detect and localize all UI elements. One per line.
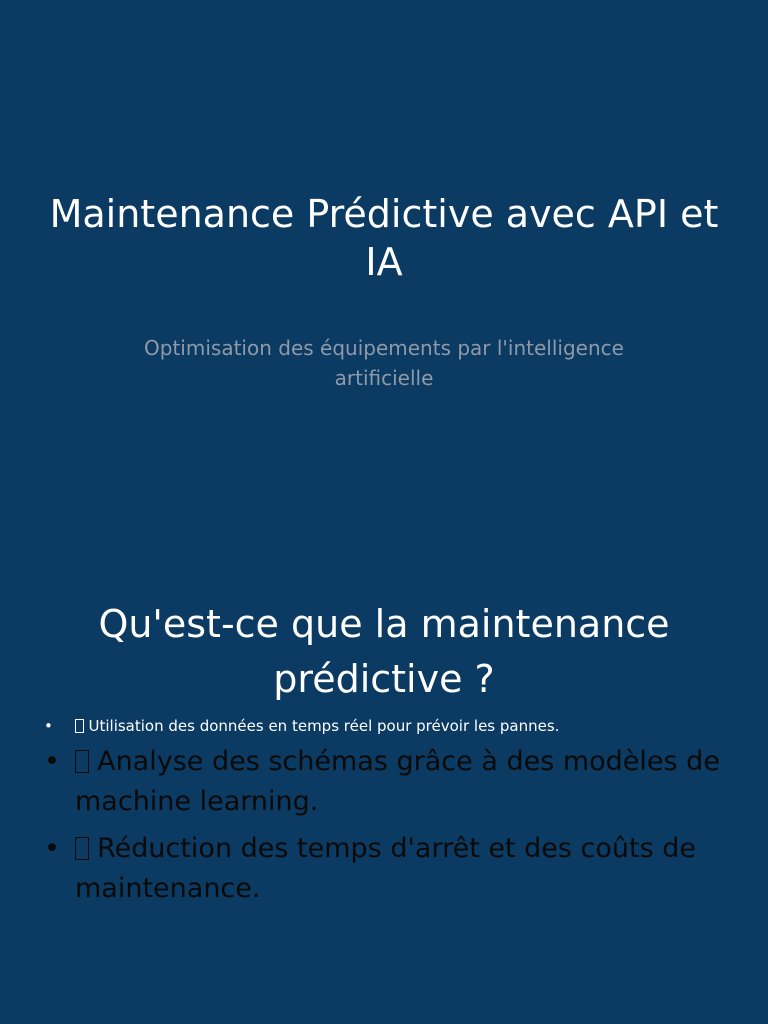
list-item: [40, 742, 730, 822]
bullet-text: Utilisation des données en temps réel pour prévoir les pannes.: [88, 717, 560, 735]
slide-subtitle: Optimisation des équipements par l'intelligence artificielle: [144, 336, 624, 390]
slide-heading: Qu'est-ce que la maintenance prédictive ?: [98, 602, 670, 701]
content-slide: [0, 512, 768, 1024]
bullet-dot: •: [44, 746, 60, 777]
bullet-text: Analyse des schémas grâce à des modèles de machine learning.: [75, 746, 720, 817]
missing-glyph-icon: [75, 719, 84, 733]
bullet-list: [40, 714, 730, 916]
missing-glyph-icon: [75, 837, 89, 860]
bullet-text: Réduction des temps d'arrêt et des coûts de maintenance.: [75, 833, 696, 904]
slide-title: Maintenance Prédictive avec API et IA: [49, 192, 719, 284]
list-item: [40, 714, 730, 738]
missing-glyph-icon: [75, 750, 89, 773]
list-item: [40, 829, 730, 909]
bullet-dot: •: [44, 717, 53, 735]
bullet-dot: •: [44, 833, 60, 864]
